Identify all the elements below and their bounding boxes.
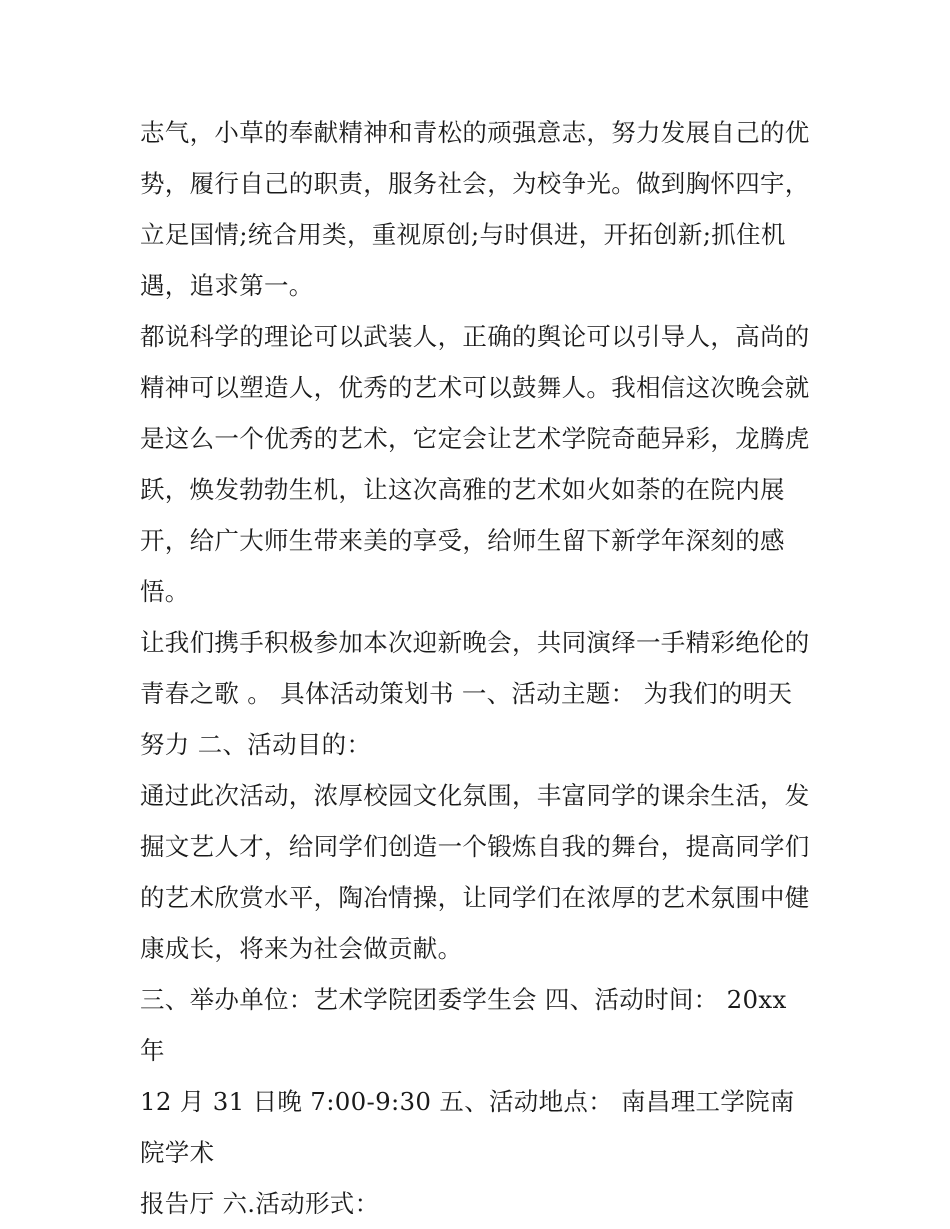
paragraph-aspiration: 志气，小草的奉献精神和青松的顽强意志，努力发展自己的优 势，履行自己的职责，服务社会，为校争光。做到胸怀四宇， 立足国情;统合用类，重视原创;与时俱进，开拓创新;抓住机 遇，追求第一。 — [140, 118, 810, 300]
paragraph-art-inspiration: 都说科学的理论可以武装人，正确的舆论可以引导人，高尚的 精神可以塑造人，优秀的艺术可以鼓舞人。我相信这次晚会就 是这么一个优秀的艺术，它定会让艺术学院奇葩异彩，龙腾虎 跃，焕发勃勃生机，让这次高雅的艺术如火如荼的在院内展 开，给广大师生带来美的享受，给师生留下新学年深刻的感 悟。 — [140, 322, 810, 606]
paragraph-activity-purpose: 通过此次活动，浓厚校园文化氛围，丰富同学的课余生活，发 掘文艺人才，给同学们创造一个锻炼自我的舞台，提高同学们 的艺术欣赏水平，陶冶情操，让同学们在浓厚的艺术氛围中健 康成长，将来为社会做贡献。 — [140, 781, 810, 963]
paragraph-organizer-time-place: 三、举办单位：艺术学院团委学生会 四、活动时间： 20xx 年 12 月 31 日晚 7:00-9:30 五、活动地点： 南昌理工学院南院学术 报告厅 六.活动形式： — [140, 985, 795, 1218]
paragraph-theme-and-goal: 让我们携手积极参加本次迎新晚会，共同演绎一手精彩绝伦的 青春之歌 。 具体活动策划书 一、活动主题： 为我们的明天 努力 二、活动目的： — [140, 628, 810, 759]
document-body — [140, 107, 812, 1229]
